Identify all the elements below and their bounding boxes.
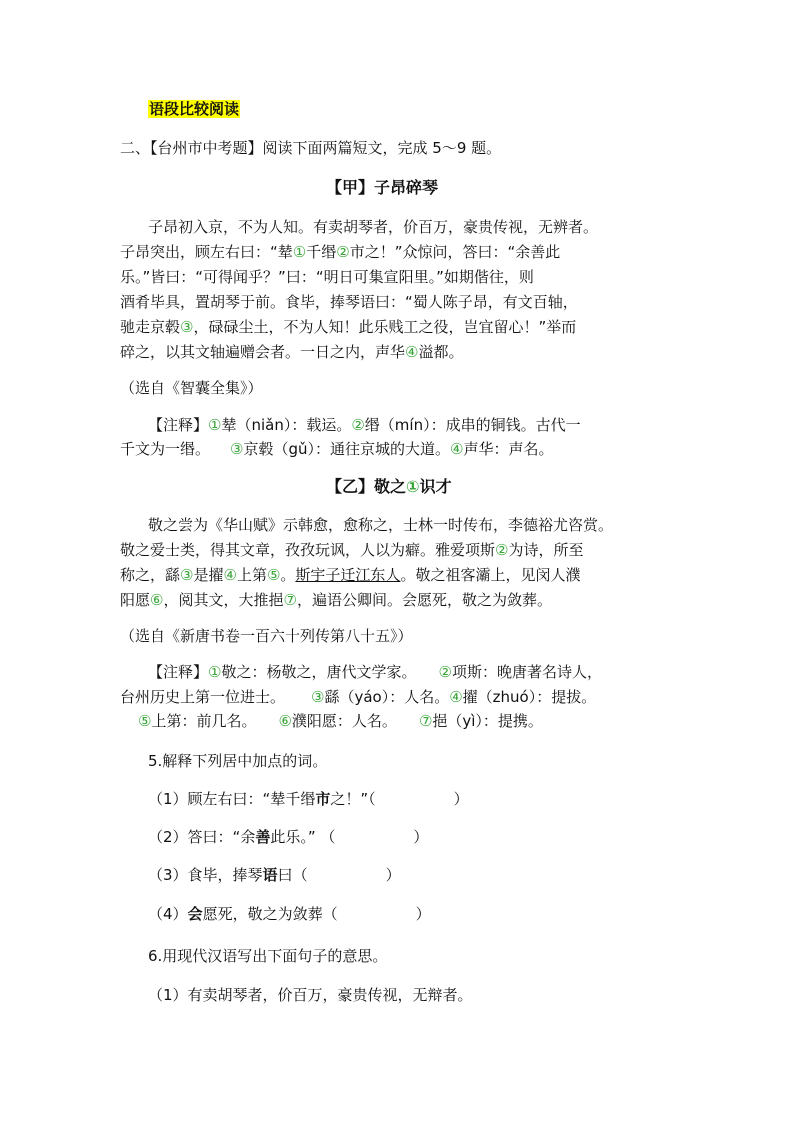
passage-yi-title: 【乙】敬之①识才 [326, 477, 452, 496]
question-intro: 二、【台州市中考题】阅读下面两篇短文，完成 5～9 题。 [120, 139, 502, 157]
yi-line-1: 敬之尝为《华山赋》示韩愈，愈称之，士林一时传布，李德裕尤咨赏。 [148, 516, 614, 534]
jia-line-3: 乐。”皆曰：“可得闻乎？”曰：“明日可集宣阳里。”如期偕往，则 [120, 268, 534, 286]
q5-item-1: （1）顾左右曰：“辇千缗市之！”（ ） [148, 790, 469, 808]
q5-prompt: 5.解释下列居中加点的词。 [148, 752, 328, 770]
jia-line-1: 子昂初入京，不为人知。有卖胡琴者，价百万，豪贵传视，无辨者。 [148, 218, 599, 236]
jia-line-6: 碎之，以其文轴遍赠会者。一日之内，声华④溢都。 [120, 343, 464, 361]
jia-line-5: 驰走京毂③，碌碌尘土，不为人知！此乐贱工之役，岂宜留心！”举而 [120, 318, 577, 336]
passage-yi-source: （选自《新唐书卷一百六十列传第八十五》） [120, 627, 413, 645]
yi-notes-line-2: 台州历史上第一位进士。 ③繇（yáo）：人名。④擢（zhuó）：提拔。 [120, 688, 597, 706]
passage-jia-title: 【甲】子昂碎琴 [326, 178, 439, 197]
yi-line-4: 阳愿⑥，阅其文，大推挹⑦，遍语公卿间。会愿死，敬之为敛葬。 [120, 591, 552, 609]
section-heading: 语段比较阅读 [149, 100, 240, 118]
q5-item-3: （3）食毕，捧琴语曰（ ） [148, 866, 401, 884]
jia-line-2: 子昂突出，顾左右曰：“辇①千缗②市之！”众惊问，答曰：“余善此 [120, 243, 561, 261]
yi-notes-line-3: ⑤上第：前几名。 ⑥濮阳愿：人名。 ⑦挹（yì）：提携。 [138, 712, 543, 730]
q5-item-2: （2）答曰：“余善此乐。” （ ） [148, 828, 429, 846]
yi-notes-line-1: 【注释】①敬之：杨敬之，唐代文学家。 ②项斯：晚唐著名诗人， [148, 663, 602, 681]
q5-item-4: （4）会愿死，敬之为敛葬（ ） [148, 905, 431, 923]
jia-notes-line-2: 千文为一缗。 ③京毂（gǔ）：通往京城的大道。④声华：声名。 [120, 440, 554, 458]
q6-item-1: （1）有卖胡琴者，价百万，豪贵传视，无辩者。 [148, 986, 473, 1004]
jia-line-4: 酒肴毕具，置胡琴于前。食毕，捧琴语曰：“蜀人陈子昂，有文百轴， [120, 293, 578, 311]
q6-prompt: 6.用现代汉语写出下面句子的意思。 [148, 947, 388, 965]
yi-line-3: 称之，繇③是擢④上第⑤。斯宇子迁江东人。敬之祖客灞上，见闵人濮 [120, 566, 581, 584]
passage-jia-source: （选自《智囊全集》） [120, 379, 263, 397]
jia-notes-line-1: 【注释】①辇（niǎn）：载运。②缗（mín）：成串的铜钱。古代一 [148, 416, 581, 434]
yi-line-2: 敬之爱士类，得其文章，孜孜玩讽，人以为癖。雅爱项斯②为诗，所至 [120, 541, 584, 559]
